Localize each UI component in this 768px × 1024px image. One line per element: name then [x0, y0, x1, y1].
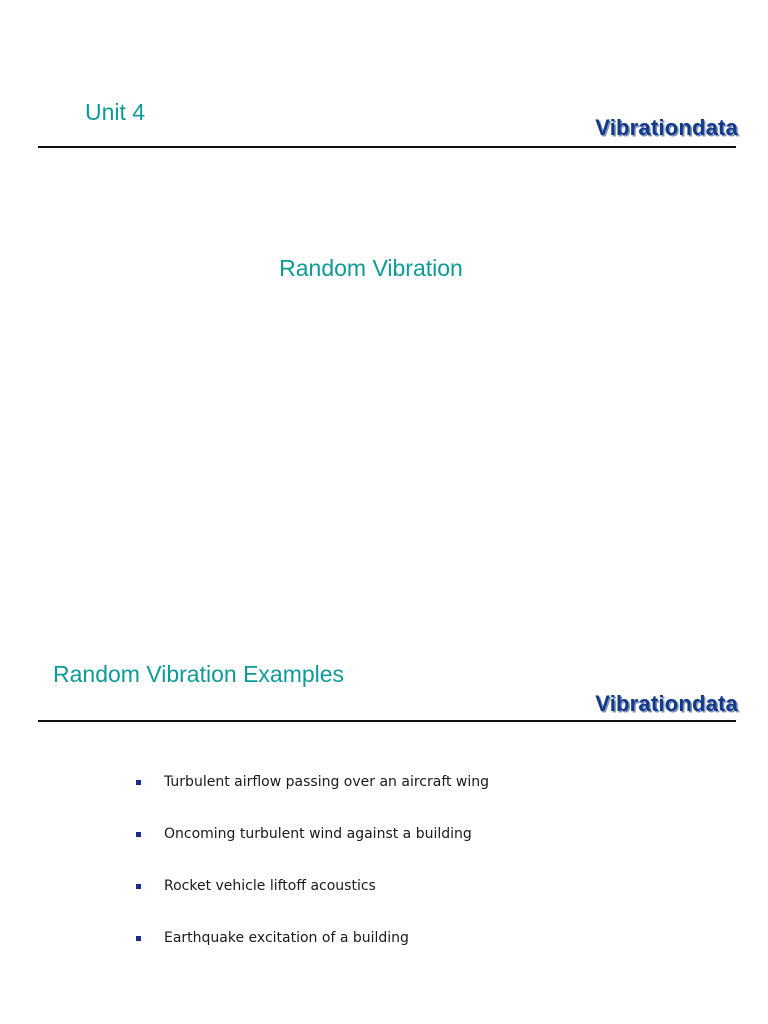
list-item-text: Oncoming turbulent wind against a building: [164, 826, 472, 842]
examples-list: [136, 774, 489, 982]
unit-title: Unit 4: [85, 99, 146, 125]
header-divider: [38, 146, 736, 148]
header-divider: [38, 720, 736, 722]
slide-2: [0, 512, 768, 1024]
square-bullet-icon: [136, 832, 141, 837]
list-item: [136, 878, 489, 930]
list-item: [136, 930, 489, 982]
list-item-text: Turbulent airflow passing over an aircraft wing: [164, 774, 490, 790]
slide-title: Random Vibration: [279, 255, 463, 281]
list-item-text: Earthquake excitation of a building: [164, 930, 409, 946]
list-item-text: Rocket vehicle liftoff acoustics: [164, 878, 376, 894]
vibrationdata-logo: Vibrationdata: [595, 115, 738, 140]
square-bullet-icon: [136, 884, 141, 889]
vibrationdata-logo: Vibrationdata: [595, 691, 738, 716]
list-item: [136, 774, 489, 826]
square-bullet-icon: [136, 936, 141, 941]
list-item: [136, 826, 489, 878]
square-bullet-icon: [136, 780, 141, 785]
section-title: Random Vibration Examples: [53, 661, 345, 687]
